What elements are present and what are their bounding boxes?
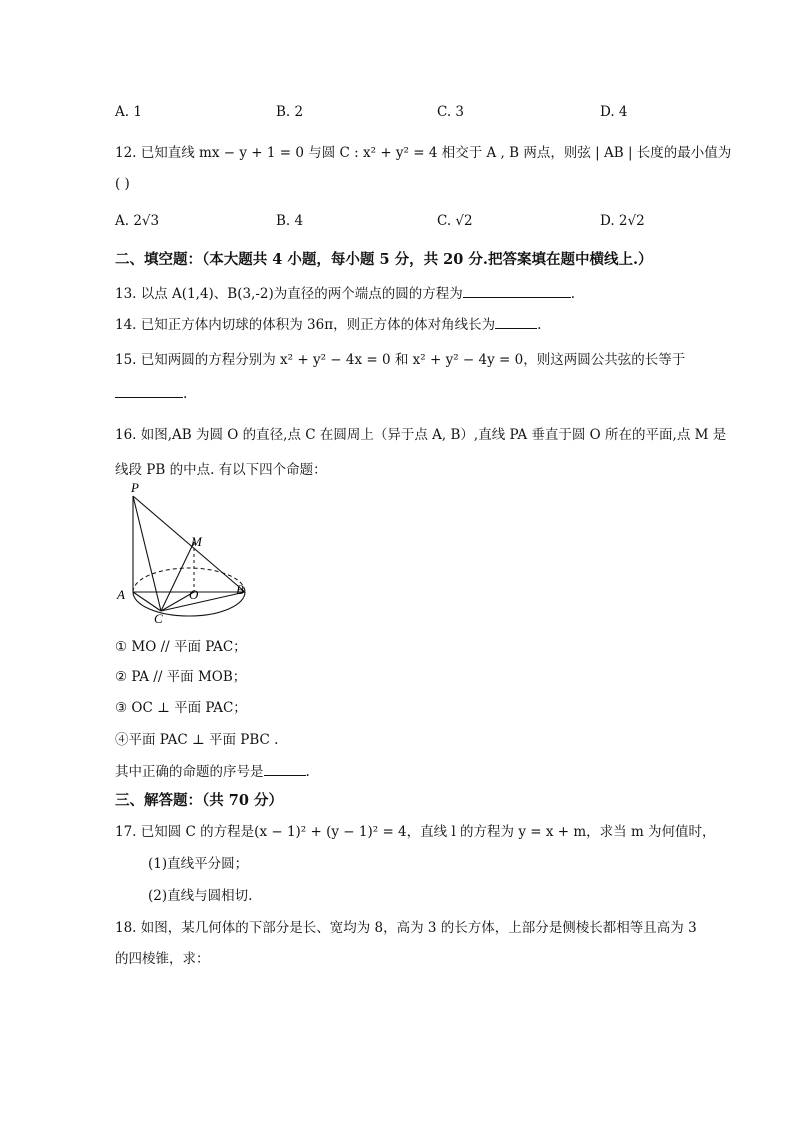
proposition-3: ③ OC ⊥ 平面 PAC；	[115, 700, 247, 716]
q15-blank	[115, 385, 183, 398]
label-A: A	[117, 587, 125, 602]
q12-options	[0, 213, 794, 233]
q16-line1: 16. 如图,AB 为圆 O 的直径,点 C 在圆周上（异于点 A, B）,直线 PA 垂直于圆 O 所在的平面,点 M 是	[115, 427, 727, 443]
q11-option-a: A. 1	[115, 104, 142, 120]
proposition-4: ④平面 PAC ⊥ 平面 PBC .	[115, 732, 279, 748]
q15-period: .	[183, 386, 188, 402]
q15-text: 15. 已知两圆的方程分别为 x² + y² − 4x = 0 和 x² + y² − 4y = 0，则这两圆公共弦的长等于	[115, 352, 686, 368]
segment-PC	[133, 496, 161, 611]
segment-CB	[161, 592, 245, 611]
geometry-figure	[110, 478, 260, 628]
q14-period: .	[537, 317, 542, 333]
q16-line2: 线段 PB 的中点. 有以下四个命题：	[115, 462, 327, 478]
q16-period: .	[305, 764, 310, 780]
label-B: B	[236, 582, 244, 597]
q16-answer	[115, 760, 310, 780]
q12-stem: 12. 已知直线 mx − y + 1 = 0 与圆 C : x² + y² = 4 相交于 A , B 两点，则弦 | AB | 长度的最小值为	[115, 145, 732, 161]
label-O: O	[189, 587, 199, 602]
q13-blank	[463, 285, 571, 298]
q18-line1: 18. 如图，某几何体的下部分是长、宽均为 8，高为 3 的长方体，上部分是侧棱长都相等且高为 3	[115, 920, 697, 936]
label-C: C	[154, 611, 163, 626]
proposition-1: ① MO // 平面 PAC；	[115, 639, 247, 655]
q11-option-c: C. 3	[437, 104, 465, 120]
q12-option-b: B. 4	[276, 213, 304, 229]
q12-option-a: A. 2√3	[115, 213, 160, 229]
q12-option-c: C. √2	[437, 213, 473, 229]
q15-blank-line	[115, 385, 187, 402]
section2-heading: 二、填空题：（本大题共 4 小题，每小题 5 分，共 20 分.把答案填在题中横线上.）	[115, 251, 653, 268]
q13	[115, 282, 575, 302]
q11-option-b: B. 2	[276, 104, 304, 120]
q13-text: 13. 以点 A(1,4)、B(3,-2)为直径的两个端点的圆的方程为	[115, 286, 463, 302]
q17-stem: 17. 已知圆 C 的方程是(x − 1)² + (y − 1)² = 4，直线 l 的方程为 y = x + m，求当 m 为何值时，	[115, 824, 716, 840]
proposition-2: ② PA // 平面 MOB；	[115, 669, 247, 685]
q17-part-2: (2)直线与圆相切.	[148, 888, 253, 904]
section3-heading: 三、解答题：（共 70 分）	[115, 792, 284, 809]
q12-paren: ( )	[115, 176, 130, 192]
q16-blank	[264, 763, 306, 776]
q17-part-1: (1)直线平分圆；	[148, 856, 249, 872]
q16-answer-text: 其中正确的命题的序号是	[115, 764, 264, 780]
q14-text: 14. 已知正方体内切球的体积为 36π，则正方体的体对角线长为	[115, 317, 496, 333]
q11-options	[0, 104, 794, 122]
label-M: M	[191, 534, 202, 549]
q14-blank	[495, 316, 537, 329]
q12-option-d: D. 2√2	[600, 213, 645, 229]
label-P: P	[131, 480, 139, 495]
q11-option-d: D. 4	[600, 104, 628, 120]
q14	[115, 313, 541, 333]
q18-line2: 的四棱锥，求：	[115, 951, 210, 967]
segment-PB	[133, 496, 245, 592]
q13-period: .	[570, 286, 576, 302]
